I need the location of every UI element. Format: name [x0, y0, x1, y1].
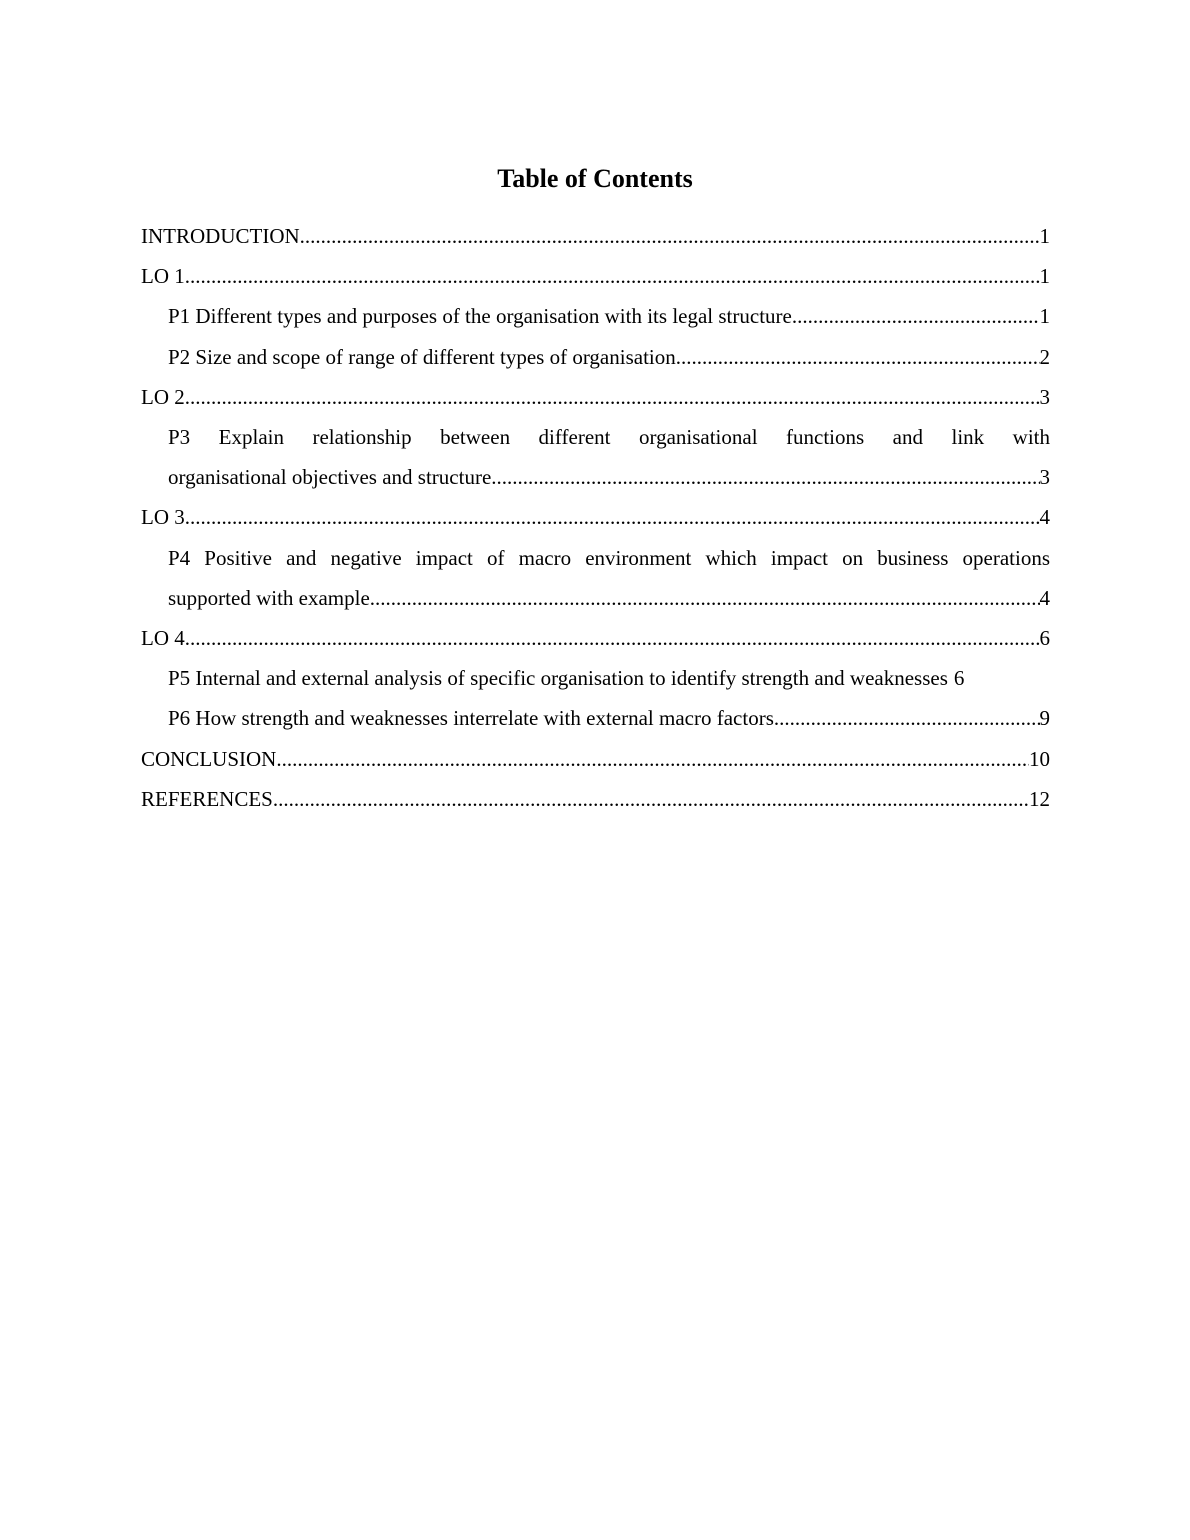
toc-page-number: 6 [1039, 626, 1050, 651]
toc-entry-label: P6 How strength and weaknesses interrelate with external macro factors [168, 706, 774, 731]
toc-entry-label: LO 4 [141, 626, 185, 651]
toc-entry-label: P1 Different types and purposes of the organisation with its legal structure [168, 304, 792, 329]
toc-entry-label-line2: organisational objectives and structure [168, 465, 492, 490]
toc-entry-conclusion[interactable] [141, 739, 1050, 779]
toc-entry-label-line1: P3 Explain relationship between different organisational functions and link with [168, 425, 1050, 450]
toc-entry-lo4[interactable] [141, 618, 1050, 658]
toc-entry-lo1[interactable] [141, 256, 1050, 296]
toc-entry-label: P5 Internal and external analysis of specific organisation to identify strength and weaknesses [168, 666, 948, 691]
dot-leader [276, 739, 1029, 779]
toc-entry-lo3[interactable] [141, 497, 1050, 537]
toc-entry-label: P2 Size and scope of range of different types of organisation [168, 344, 676, 369]
dot-leader [300, 216, 1040, 256]
toc-page-number: 3 [1039, 384, 1050, 409]
toc-entry-label-line2: supported with example [168, 585, 370, 610]
dot-leader [185, 256, 1040, 296]
toc-entry-label: LO 1 [141, 264, 185, 289]
toc-entry-p4[interactable] [141, 538, 1050, 618]
toc-entry-p6[interactable] [141, 698, 1050, 738]
toc-entry-label: REFERENCES [141, 786, 273, 811]
dot-leader [185, 618, 1040, 658]
toc-page-number: 1 [1039, 264, 1050, 289]
toc-entry-label: INTRODUCTION [141, 224, 300, 248]
dot-leader [491, 457, 1039, 497]
toc-page-number: 6 [953, 666, 965, 691]
toc-page-number: 10 [1029, 746, 1050, 771]
toc-page-number: 9 [1039, 706, 1050, 731]
table-of-contents [141, 216, 1050, 819]
toc-title: Table of Contents [497, 164, 693, 193]
toc-entry-label-line1: P4 Positive and negative impact of macro environment which impact on business operations [168, 545, 1050, 570]
dot-leader [185, 377, 1040, 417]
dot-leader [185, 497, 1040, 537]
toc-page-number: 1 [1039, 304, 1050, 329]
toc-entry-p5[interactable] [141, 658, 1050, 698]
toc-page-number: 3 [1039, 465, 1050, 490]
dot-leader [792, 296, 1040, 336]
dot-leader [676, 337, 1040, 377]
toc-entry-p1[interactable] [141, 296, 1050, 336]
toc-entry-p3[interactable] [141, 417, 1050, 497]
dot-leader [370, 578, 1040, 618]
dot-leader [774, 698, 1040, 738]
toc-page-number: 1 [1039, 224, 1050, 248]
toc-entry-lo2[interactable] [141, 377, 1050, 417]
toc-page-number: 4 [1039, 585, 1050, 610]
toc-entry-label: LO 2 [141, 384, 185, 409]
toc-entry-p2[interactable] [141, 337, 1050, 377]
toc-page-number: 2 [1039, 344, 1050, 369]
toc-entry-label: LO 3 [141, 505, 185, 530]
toc-entry-introduction[interactable] [141, 216, 1050, 256]
toc-entry-references[interactable] [141, 779, 1050, 819]
toc-entry-label: CONCLUSION [141, 746, 277, 771]
toc-page-number: 4 [1039, 505, 1050, 530]
toc-page-number: 12 [1029, 786, 1050, 811]
dot-leader [273, 779, 1029, 819]
